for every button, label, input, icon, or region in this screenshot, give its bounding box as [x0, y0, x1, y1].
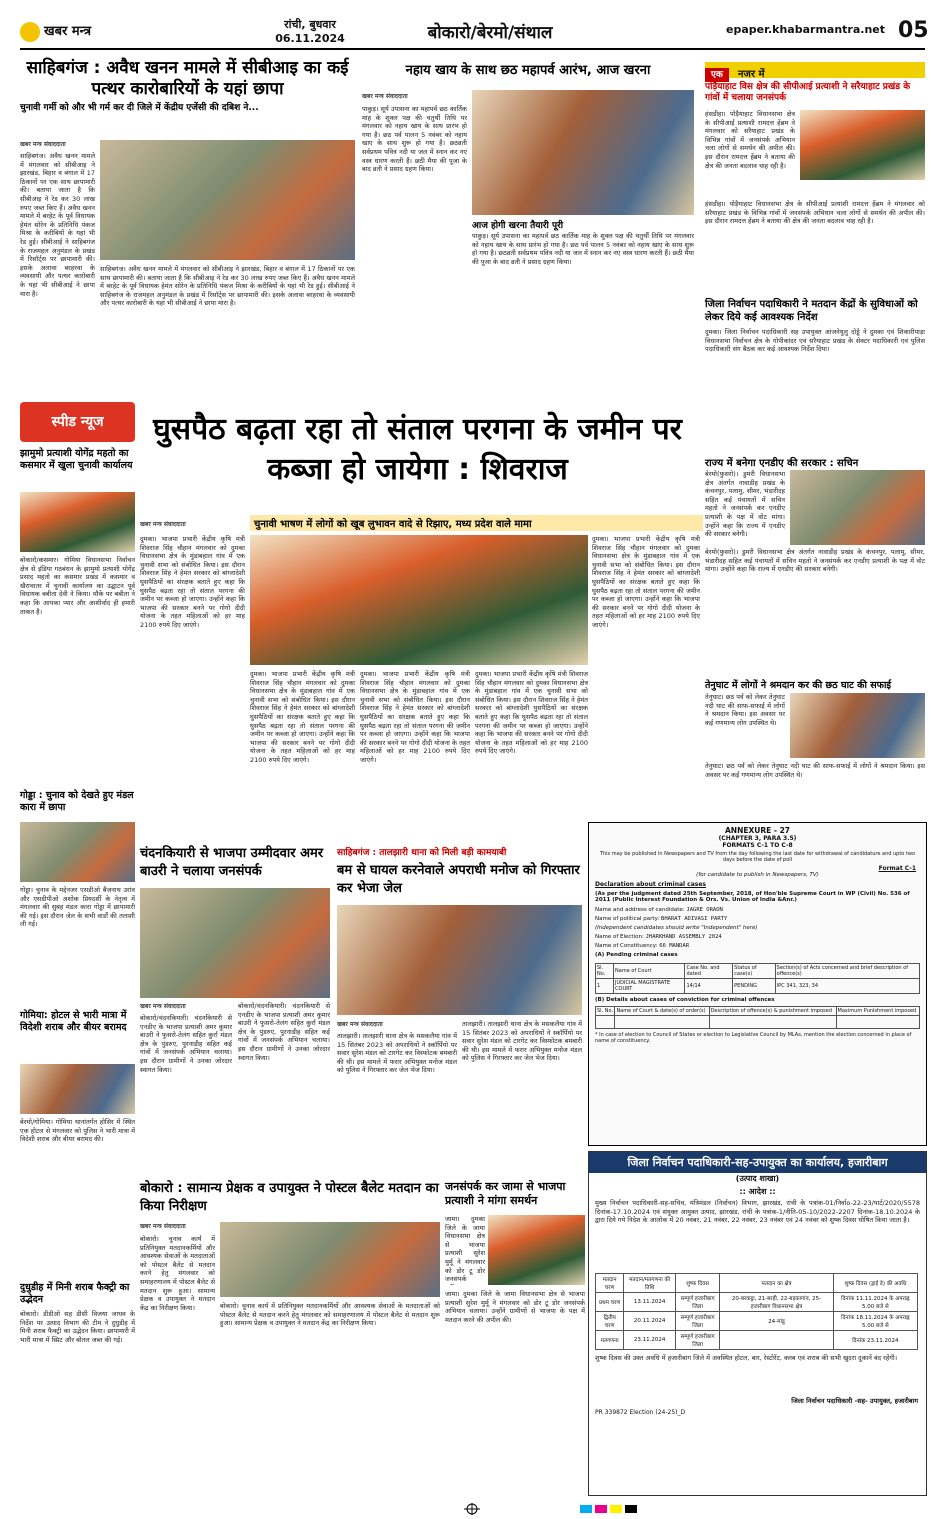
story-chandan-body-cont: बोकारो/चंदनकियारी। चंदनकियारी से एनडीए के भाजपा प्रत्याशी अमर कुमार बाउरी ने फुसरो-तेलंग सहित कुर्रा मंडल क्षेत्र के पुंडरुए, पुरनाडीह सहित कई गांवों में जनसंपर्क अभियान चलाया। इस दौरान ग्रामीणों ने उनका जोरदार स्वागत किया। [238, 1002, 330, 1062]
annexure-table-convictions [595, 1006, 920, 1029]
annexure-pending-label: (A) Pending criminal cases [595, 952, 678, 958]
notice-body: मुख्य निर्वाचन पदाधिकारी-सह-सचिव, मंत्रिमंडल (निर्वाचन) विभाग, झारखंड, रांची के पत्रांक-01/निर्वाo-22-23/पार्ट/2020/5578 दिनांक-17.10.2024 एवं संयुक्त आयुक्त उत्पाद, झारखंड, रांची के पत्रांक-1/नीति-05-10/2022-2207 दिनांक-18.10.2024 के द्वारा दिये गये निदेश के आलोक में 20 नवंबर, 21 नवंबर, 22 नवंबर, 23 नवंबर एवं 24 नवंबर को शुष्क दिवस घोषित किया जाता है। [595, 1199, 920, 1225]
story-chhath-caption: आज होगी खरना तैयारी पूरी [472, 221, 564, 231]
story-jama-body: जामा। दुमका जिले के जामा विधानसभा क्षेत्र से भाजपा प्रत्याशी सुरेश मुर्मू ने मंगलवार को डोर टू डोर जनसंपर्क [445, 1215, 485, 1284]
notice-table [595, 1273, 918, 1350]
story-chhath-body: पाकुड़। सूर्य उपासना का महापर्व छठ कार्तिक माह के शुक्ल पक्ष की चतुर्थी तिथि पर मंगलवार को नहाय खाय के साथ प्रारंभ हो गया है। छठ पर्व पालन 5 नवंबर को नहाय खाए के साथ शुरू हो गया है। छठव्रती सर्वप्रथम पवित्र नदी या जल में स्नान कर नए वस्त्र धारण करती हैं। छठी मैया की पूजा के बाद व्रती ने प्रसाद ग्रहण किया। [362, 105, 467, 174]
story-chandan-photo [140, 888, 330, 998]
annexure-footnote: * In case of election to Council of States or election to Legislative Council by MLAs, mention the election concerned in place of name of constituency. [595, 1032, 912, 1044]
registration-marks [20, 1503, 925, 1515]
notice-r2c5: दिनांक 18.11.2024 के अपराह्न 5.00 बजे से [833, 1312, 917, 1331]
lead-body-5: दुमका। भाजपा प्रभारी केंद्रीय कृषि मंत्री शिवराज सिंह चौहान मंगलवार को दुमका विधानसभा क्षेत्र के मुंडाबहाल गांव में एक चुनावी सभा को संबोधित किया। इस दौरान शिवराज सिंह ने हेमंत सरकार को बांग्लादेशी घुसपैठियों का संरक्षक बताते हुए कहा कि घुसपैठ बढ़ता रहा तो संताल परगना की जमीन पर कब्जा हो जाएगा। उन्होंने कहा कि भाजपा की सरकार बनने पर गोगो दीदी योजना के तहत महिलाओं को हर माह 2100 रुपये दिए जाएंगे। [592, 535, 700, 629]
story-chhath-body-cont: पाकुड़। सूर्य उपासना का महापर्व छठ कार्तिक माह के शुक्ल पक्ष की चतुर्थी तिथि पर मंगलवार को नहाय खाय के साथ प्रारंभ हो गया है। छठ पर्व पालन 5 नवंबर को नहाय खाए के साथ शुरू हो गया है। छठव्रती सर्वप्रथम पवित्र नदी या जल में स्नान कर नए वस्त्र धारण करती हैं। छठी मैया की पूजा के बाद व्रती ने प्रसाद ग्रहण किया। [472, 232, 694, 266]
speed1-headline: झामुमो प्रत्याशी योगेंद्र महतो का कसमार में खुला चुनावी कार्यालय [20, 448, 133, 471]
annexure-declaration: Declaration about criminal cases [595, 881, 706, 888]
story-cbi-photo [100, 140, 355, 260]
annexure-party-value: BHARAT ADIVASI PARTY [661, 916, 728, 922]
notice-dept: (उत्पाद शाखा) [735, 1174, 780, 1183]
story-chhath-headline: नहाय खाय के साथ छठ महापर्व आरंभ, आज खरना [405, 63, 651, 78]
notice-r2c3: सम्पूर्ण हजारीबाग जिला [675, 1312, 719, 1331]
notice-r3c5: दिनांक 23.11.2024 [833, 1331, 917, 1350]
notice-r1c5: दिनांक 11.11.2024 के अपराह्न 5.00 बजे से [833, 1293, 917, 1312]
story-cbi-subhead: चुनावी गर्मी को और भी गर्म कर दी जिले में केंद्रीय एजेंसी की दबिश ने... [20, 103, 259, 113]
speed3-headline: गोमिया: होटल से भारी मात्रा में विदेशी शराब और बीयर बरामद [20, 1010, 127, 1033]
story-jama-photo [488, 1215, 585, 1285]
right2-photo [790, 470, 925, 545]
story-taljhari-body-cont: तालझारी। तालझारी थाना क्षेत्र के मसकलैया गांव में 15 सितंबर 2023 को अपराधियों ने स्कॉर्पियो पर सवार सुरेश मंडल को टारगेट कर विस्फोटक बमबारी की थी। इस मामले में फरार अभियुक्त मनोज मंडल को पुलिस ने गिरफ्तार कर जेल भेज दिया। [462, 1020, 582, 1063]
story-chhath-byline: खबर मन्त्र संवाददाता [362, 93, 408, 100]
notice-r1c4: 20-बरकट्ठा, 21-बरही, 22-बड़कागांव, 25-हजारीबाग विधानसभा क्षेत्र [720, 1293, 834, 1312]
logo-text: खबर मन्त्र [44, 24, 92, 39]
story-postal-byline: खबर मन्त्र संवाददाता [140, 1223, 186, 1230]
corner-title: नजर में [737, 69, 765, 80]
right3-body: तेनुघाट। छठ पर्व को लेकर तेनुघाट नदी घाट की साफ-सफाई में लोगों ने श्रमदान किया। इस अवसर पर कई गणमान्य लोग उपस्थित थे। [705, 693, 785, 727]
corner-photo [800, 110, 925, 180]
notice-th5: शुष्क दिवस (ड्राई डे) की अवधि [833, 1274, 917, 1293]
notice-r3c2: 23.11.2024 [624, 1331, 676, 1350]
annexure-concluded-label: (B) Details about cases of conviction for criminal offences [595, 997, 775, 1003]
speed-news-badge [20, 402, 135, 442]
annexure-sub1: (CHAPTER 3, PARA 3.5) [718, 835, 797, 842]
notice-r2c4: 24-मांडू [720, 1312, 834, 1331]
annexure-row1-court: JUDICIAL MAGISTRATE COURT [614, 979, 685, 994]
annexure-col-section: Section(s) of Acts concerned and brief description of offence(s) [775, 964, 919, 979]
speed2-headline: गोड्डा : चुनाव को देखते हुए मंडल कारा में छापा [20, 790, 134, 813]
story-jama-headline: जनसंपर्क कर जामा से भाजपा प्रत्याशी ने मांगा समर्थन [445, 1180, 566, 1207]
notice-r1c1: प्रथम चरण [596, 1293, 624, 1312]
annexure-row1-status: PENDING [733, 979, 775, 994]
annexure-for: (for candidate to publish in Newspapers, TV) [696, 872, 819, 878]
notice-th4: मतदान का क्षेत्र [720, 1274, 834, 1293]
annexure-election-value: JHARKHAND ASSEMBLY 2024 [645, 934, 722, 940]
annexure-table-pending [595, 963, 920, 994]
annexure-row1-section: IPC 341, 323, 34 [775, 979, 919, 994]
notice-r1c2: 13.11.2024 [624, 1293, 676, 1312]
notice-th2: मतदान/मतगणना की तिथि [624, 1274, 676, 1293]
page-number: 05 [898, 18, 929, 43]
logo-icon [20, 22, 40, 42]
date: 06.11.2024 [275, 32, 345, 45]
annexure-constituency-label: Name of Constituency: [595, 943, 658, 949]
annexure-judgment: (As per the judgment dated 25th September, 2018, of Hon'ble Supreme Court in WP (Civil) No. 536 of 2011 (Public Interest Foundation & Ors. Vs. Union of India &Anr.) [595, 891, 910, 903]
story-taljhari-byline: खबर मन्त्र संवाददाता [337, 1021, 383, 1028]
right3-body-cont: तेनुघाट। छठ पर्व को लेकर तेनुघाट नदी घाट की साफ-सफाई में लोगों ने श्रमदान किया। इस अवसर पर कई गणमान्य लोग उपस्थित थे। [705, 762, 925, 779]
notice-title: जिला निर्वाचन पदाधिकारी-सह-उपायुक्त का कार्यालय, हजारीबाग [589, 1152, 926, 1173]
right1-headline: जिला निर्वाचन पदाधिकारी ने मतदान केंद्रों के सुविधाओं को लेकर दिये कई आवश्यक निर्देश [705, 299, 918, 323]
annexure-title: ANNEXURE - 27 [724, 826, 791, 835]
annexure-format: Format C-1 [878, 865, 916, 872]
lead-byline: खबर मन्त्र संवाददाता [140, 521, 186, 528]
annexure-row1-case: 14/14 [685, 979, 733, 994]
notice-r2c1: द्वितीय चरण [596, 1312, 624, 1331]
annexure-row1-sl: 1 [596, 979, 614, 994]
annexure-col2-max: Maximum Punishment imposed [836, 1007, 919, 1016]
notice-closing: शुष्क दिवस की उक्त अवधि में हजारीबाग जिले में अवस्थित होटल, बार, रेस्टोरेंट, क्लब एवं शराब की सभी खुदरा दुकानें बंद रहेंगी। [595, 1354, 898, 1362]
annexure-note: This may be published in Newspapers and TV from the day following the last date for withdrawal of candidature and upto two days before the date of poll [599, 851, 916, 863]
story-chhath-photo [472, 90, 694, 215]
speed2-photo [20, 822, 135, 882]
footer-bar [20, 1500, 925, 1512]
notice-r3c1: मतगणना [596, 1331, 624, 1350]
right2-body-cont: बेरमो(फुसरो)। डुमरी विधानसभा क्षेत्र अंतर्गत नावाडीह प्रखंड के कंचनपुर, पलामु, सीमर, भंडारीदह सहित कई पंचायतों में सचिन महतो ने जनसंपर्क कर एनडीए प्रत्याशी के पक्ष में वोट मांगा। उन्होंने कहा कि राज्य में एनडीए की सरकार बनेगी। [705, 548, 925, 574]
annexure-col2-date: Name of Court & date(s) of order(s) [615, 1007, 709, 1016]
lead-subhead: चुनावी भाषण में लोगों को खूब लुभावन वादे से रिझाए, मध्य प्रदेश वाले मामा [250, 515, 703, 531]
annexure-election-label: Name of Election: [595, 934, 644, 940]
notice-sign: जिला निर्वाचन पदाधिकारी -सह- उपायुक्त, हजारीबाग [791, 1397, 918, 1405]
lead-headline: घुसपैठ बढ़ता रहा तो संताल परगना के जमीन पर कब्जा हो जायेगा : शिवराज [153, 412, 682, 487]
cyan-swatch [580, 1505, 592, 1513]
annexure-col-court: Name of Court [614, 964, 685, 979]
story-chandan-body: बोकारो/चंदनकियारी। चंदनकियारी से एनडीए के भाजपा प्रत्याशी अमर कुमार बाउरी ने फुसरो-तेलंग सहित कुर्रा मंडल क्षेत्र के पुंडरुए, पुरनाडीह सहित कई गांवों में जनसंपर्क अभियान चलाया। इस दौरान ग्रामीणों ने उनका जोरदार स्वागत किया। [140, 1014, 232, 1074]
story-postal-photo [220, 1222, 440, 1297]
corner-headline: पोड़ैयाहाट विस क्षेत्र की सीपीआई प्रत्याशी ने सरैयाहाट प्रखंड के गांवों में चलाया जनसंपर्क [705, 82, 911, 103]
story-postal-body-cont: बोकारो। चुनाव कार्य में प्रतिनियुक्त मतदानकर्मियों और आवश्यक सेवाओं के मतदाताओं को पोस्टल बैलेट से मतदान करने हेतु मंगलवार को समाहरणालय में पोस्टल बैलेट से मतदान शुरू हुआ। सामान्य प्रेक्षक व उपायुक्त ने मतदान केंद्र का निरीक्षण किया। [220, 1302, 440, 1328]
lead-photo [250, 535, 588, 665]
right2-body: बेरमो(फुसरो)। डुमरी विधानसभा क्षेत्र अंतर्गत नावाडीह प्रखंड के कंचनपुर, पलामु, सीमर, भंडारीदह सहित कई पंचायतों में सचिन महतो ने जनसंपर्क कर एनडीए प्रत्याशी के पक्ष में वोट मांगा। उन्होंने कहा कि राज्य में एनडीए की सरकार बनेगी। [705, 470, 785, 539]
corner-body: हंसडीहा। पोड़ैयाहाट विधानसभा क्षेत्र के सीपीआई प्रत्याशी रामदत्त हेंब्रम ने मंगलवार को सरैयाहाट प्रखंड के विभिन्न गांवों में जनसंपर्क अभियान चला लोगों से समर्थन की अपील की। इस दौरान रामदत्त हेंब्रम ने बताया की क्षेत्र की जनता बदलाव चाह रही है। [705, 110, 795, 170]
annexure-fields [595, 906, 920, 960]
speed4-body: बोकारो। डीडीओ सह डीसी विजया जाधव के निर्देश पर उत्पाद विभाग की टीम ने दुधुडीह में मिनी शराब फैक्ट्री का उद्भेदन किया। छापामारी में भारी मात्रा में स्प्रिट और बोतल जब्त की गई। [20, 1310, 135, 1344]
corner-tag: एक [705, 68, 729, 82]
story-chandan-byline: खबर मन्त्र संवाददाता [140, 1003, 186, 1010]
story-cbi-body: साहिबगंज। अवैध खनन मामले में मंगलवार को सीबीआइ ने झारखंड, बिहार व बंगाल में 17 ठिकानों पर एक साथ छापामारी की। बताया जाता है कि सीबीआइ ने रेड कर 30 लाख रुपए जब्त किए हैं। अवैध खनन मामले में बरहेट के पूर्व विधायक हेमंत सोरेन के प्रतिनिधि पंकज मिश्रा के करीबियों के यहां भी रेड हुई। सीबीआई ने साहिबगंज के राजमहल अनुमंडल के प्रखंड में रिसॉर्ट्स पर छापामारी की। इसके अलावा बरहरवा के व्यवसायी और पत्थर कारोबारी के यहां भी सीबीआई ने छापा मारा है। [20, 152, 95, 298]
right1-body: दुमका। जिला निर्वाचन पदाधिकारी सह उपायुक्त आंजनेयुलु दोड्डे ने दुमका एवं शिकारीपाड़ा विधानसभा निर्वाचन क्षेत्र के गोपीकांदर एवं सरैयाहाट प्रखंड के सेक्टर पदाधिकारी एवं पुलिस पदाधिकारी संग बैठक कर कई आवश्यक निर्देश दिया। [705, 328, 925, 354]
notice-ref: PR 339872 Election (24-25)_D [595, 1409, 686, 1416]
lead-body-3: दुमका। भाजपा प्रभारी केंद्रीय कृषि मंत्री शिवराज सिंह चौहान मंगलवार को दुमका विधानसभा क्षेत्र के मुंडाबहाल गांव में एक चुनावी सभा को संबोधित किया। इस दौरान शिवराज सिंह ने हेमंत सरकार को बांग्लादेशी घुसपैठियों का संरक्षक बताते हुए कहा कि घुसपैठ बढ़ता रहा तो संताल परगना की जमीन पर कब्जा हो जाएगा। उन्होंने कहा कि भाजपा की सरकार बनने पर गोगो दीदी योजना के तहत महिलाओं को हर माह 2100 रुपये दिए जाएंगे। [360, 670, 470, 764]
annexure-sub2: FORMATS C-1 TO C-8 [722, 842, 793, 849]
speed3-photo [20, 1064, 135, 1114]
story-taljhari-kicker: साहिबगंज : तालझारी थाना को मिली बड़ी कामयाबी [337, 848, 507, 858]
corner-body-cont: हंसडीहा। पोड़ैयाहाट विधानसभा क्षेत्र के सीपीआई प्रत्याशी रामदत्त हेंब्रम ने मंगलवार को सरैयाहाट प्रखंड के विभिन्न गांवों में जनसंपर्क अभियान चला लोगों से समर्थन की अपील की। इस दौरान रामदत्त हेंब्रम ने बताया की क्षेत्र की जनता बदलाव चाह रही है। [705, 200, 925, 226]
annexure-col-case: Case No. and dated [685, 964, 733, 979]
story-cbi-byline: खबर मन्त्र संवाददाता [20, 141, 66, 148]
notice-r1c3: सम्पूर्ण हजारीबाग जिला [675, 1293, 719, 1312]
magenta-swatch [595, 1505, 607, 1513]
story-chandan-headline: चंदनकियारी से भाजपा उम्मीदवार अमर बाउरी ने चलाया जनसंपर्क [140, 846, 324, 879]
speed4-headline: दुधुडीह में मिनी शराब फैक्ट्री का उद्भेदन [20, 1282, 130, 1305]
notice-box [588, 1151, 927, 1496]
notice-r3c4 [720, 1331, 834, 1350]
notice-th3: शुष्क दिवस [675, 1274, 719, 1293]
right2-headline: राज्य में बनेगा एनडीए की सरकार : सचिन [705, 458, 859, 469]
speed1-photo [20, 492, 135, 552]
annexure-party-label: Name of political party: [595, 916, 660, 922]
story-taljhari-headline: बम से घायल करनेवाले अपराधी मनोज को गिरफ्तार कर भेजा जेल [337, 863, 580, 896]
annexure-box [588, 822, 927, 1146]
lead-body-2: दुमका। भाजपा प्रभारी केंद्रीय कृषि मंत्री शिवराज सिंह चौहान मंगलवार को दुमका विधानसभा क्षेत्र के मुंडाबहाल गांव में एक चुनावी सभा को संबोधित किया। इस दौरान शिवराज सिंह ने हेमंत सरकार को बांग्लादेशी घुसपैठियों का संरक्षक बताते हुए कहा कि घुसपैठ बढ़ता रहा तो संताल परगना की जमीन पर कब्जा हो जाएगा। उन्होंने कहा कि भाजपा की सरकार बनने पर गोगो दीदी योजना के तहत महिलाओं को हर माह 2100 रुपये दिए जाएंगे। [250, 670, 355, 764]
notice-th1: मतदान चरण [596, 1274, 624, 1293]
masthead [20, 18, 929, 50]
annexure-name-label: Name and address of candidate: [595, 907, 685, 913]
annexure-name-value: JAGRE ORAON [686, 907, 723, 913]
annexure-col-sl: Sl. No. [596, 964, 614, 979]
notice-r3c3: सम्पूर्ण हजारीबाग जिला [675, 1331, 719, 1350]
logo [20, 20, 160, 44]
speed3-body: बेरमो/गोमिया। गोमिया थानांतर्गत होसिर में स्थित एक होटल से मंगलवार को पुलिस ने भारी मात्रा में विदेशी शराब और बीयर बरामद की। [20, 1118, 135, 1144]
story-taljhari-photo [337, 905, 582, 1015]
site-url[interactable]: epaper.khabarmantra.net [726, 23, 885, 36]
story-cbi [20, 58, 355, 114]
right3-headline: तेनुघाट में लोगों ने श्रमदान कर की छठ घाट की सफाई [705, 680, 892, 691]
lead-body-4: दुमका। भाजपा प्रभारी केंद्रीय कृषि मंत्री शिवराज सिंह चौहान मंगलवार को दुमका विधानसभा क्षेत्र के मुंडाबहाल गांव में एक चुनावी सभा को संबोधित किया। इस दौरान शिवराज सिंह ने हेमंत सरकार को बांग्लादेशी घुसपैठियों का संरक्षक बताते हुए कहा कि घुसपैठ बढ़ता रहा तो संताल परगना की जमीन पर कब्जा हो जाएगा। उन्होंने कहा कि भाजपा की सरकार बनने पर गोगो दीदी योजना के तहत महिलाओं को हर माह 2100 रुपये दिए जाएंगे। [475, 670, 588, 756]
annexure-constituency-value: 66 MANDAR [659, 943, 690, 949]
speed-news-title: स्पीड न्यूज [51, 414, 104, 430]
black-swatch [625, 1505, 637, 1513]
city: रांची, बुधवार [284, 18, 336, 31]
annexure-col2-desc: Description of offence(s) & punishment imposed [709, 1007, 836, 1016]
notice-r2c2: 20.11.2024 [624, 1312, 676, 1331]
lead-body-1: दुमका। भाजपा प्रभारी केंद्रीय कृषि मंत्री शिवराज सिंह चौहान मंगलवार को दुमका विधानसभा क्षेत्र के मुंडाबहाल गांव में एक चुनावी सभा को संबोधित किया। इस दौरान शिवराज सिंह ने हेमंत सरकार को बांग्लादेशी घुसपैठियों का संरक्षक बताते हुए कहा कि घुसपैठ बढ़ता रहा तो संताल परगना की जमीन पर कब्जा हो जाएगा। उन्होंने कहा कि भाजपा की सरकार बनने पर गोगो दीदी योजना के तहत महिलाओं को हर माह 2100 रुपये दिए जाएंगे। [140, 535, 245, 629]
speed2-body: गोड्डा। चुनाव के मद्देनजर एसडीओ बैजनाथ उरांव और एसडीपीओ अशोक प्रियदर्शी के नेतृत्व में मंगलवार की सुबह मंडल कारा गोड्डा में छापामारी की गई। इस दौरान जेल के सभी वार्डों की तलाशी ली गई। [20, 886, 135, 929]
annexure-col-status: Status of case(s) [733, 964, 775, 979]
story-taljhari-body: तालझारी। तालझारी थाना क्षेत्र के मसकलैया गांव में 15 सितंबर 2023 को अपराधियों ने स्कॉर्पियो पर सवार सुरेश मंडल को टारगेट कर विस्फोटक बमबारी की थी। इस मामले में फरार अभियुक्त मनोज मंडल को पुलिस ने गिरफ्तार कर जेल भेज दिया। [337, 1032, 457, 1075]
story-cbi-headline: साहिबगंज : अवैध खनन मामले में सीबीआइ का कई पत्थर कारोबारियों के यहां छापा [26, 58, 349, 99]
story-postal-body: बोकारो। चुनाव कार्य में प्रतिनियुक्त मतदानकर्मियों और आवश्यक सेवाओं के मतदाताओं को पोस्टल बैलेट से मतदान करने हेतु मंगलवार को समाहरणालय में पोस्टल बैलेट से मतदान शुरू हुआ। सामान्य प्रेक्षक व उपायुक्त ने मतदान केंद्र का निरीक्षण किया। [140, 1235, 215, 1312]
annexure-indep: (Independent candidates should write "Independent" here) [595, 925, 758, 931]
notice-order: :: आदेश :: [739, 1187, 776, 1196]
corner-bar [705, 62, 925, 78]
yellow-swatch [610, 1505, 622, 1513]
right3-photo [790, 693, 925, 758]
story-jama-body-cont: जामा। दुमका जिले के जामा विधानसभा क्षेत्र से भाजपा प्रत्याशी सुरेश मुर्मू ने मंगलवार को डोर टू डोर जनसंपर्क अभियान चलाया। उन्होंने ग्रामीणों से भाजपा के पक्ष में मतदान करने की अपील की। [445, 1290, 585, 1324]
story-postal-headline: बोकारो : सामान्य प्रेक्षक व उपायुक्त ने पोस्टल बैलेट मतदान का किया निरीक्षण [140, 1181, 439, 1214]
section-title: बोकारो/बेरमो/संथाल [427, 23, 553, 43]
annexure-col2-sl: Sl. No. [597, 1008, 614, 1014]
dateline [265, 18, 355, 46]
story-cbi-body-cont: साहिबगंज। अवैध खनन मामले में मंगलवार को सीबीआइ ने झारखंड, बिहार व बंगाल में 17 ठिकानों पर एक साथ छापामारी की। बताया जाता है कि सीबीआइ ने रेड कर 30 लाख रुपए जब्त किए हैं। अवैध खनन मामले में बरहेट के पूर्व विधायक हेमंत सोरेन के प्रतिनिधि पंकज मिश्रा के करीबियों के यहां भी रेड हुई। सीबीआई ने साहिबगंज के राजमहल अनुमंडल के प्रखंड में रिसॉर्ट्स पर छापामारी की। इसके अलावा बरहरवा के व्यवसायी और पत्थर कारोबारी के यहां भी सीबीआई ने छापा मारा है। [100, 265, 355, 308]
speed1-body: बोकारो/कसमार। गोमिया विधानसभा निर्वाचन क्षेत्र से इंडिया गठबंधन के झामुमो प्रत्याशी योगेंद्र प्रसाद महतो का कसमार प्रखंड में कसमार व खैराचातर में चुनावी कार्यालय का उद्घाटन पूर्व विधायक बबीता देवी ने किया। मौके पर बबीता ने कहा कि आपका प्यार और आशीर्वाद ही हमारी ताकत है। [20, 556, 135, 616]
